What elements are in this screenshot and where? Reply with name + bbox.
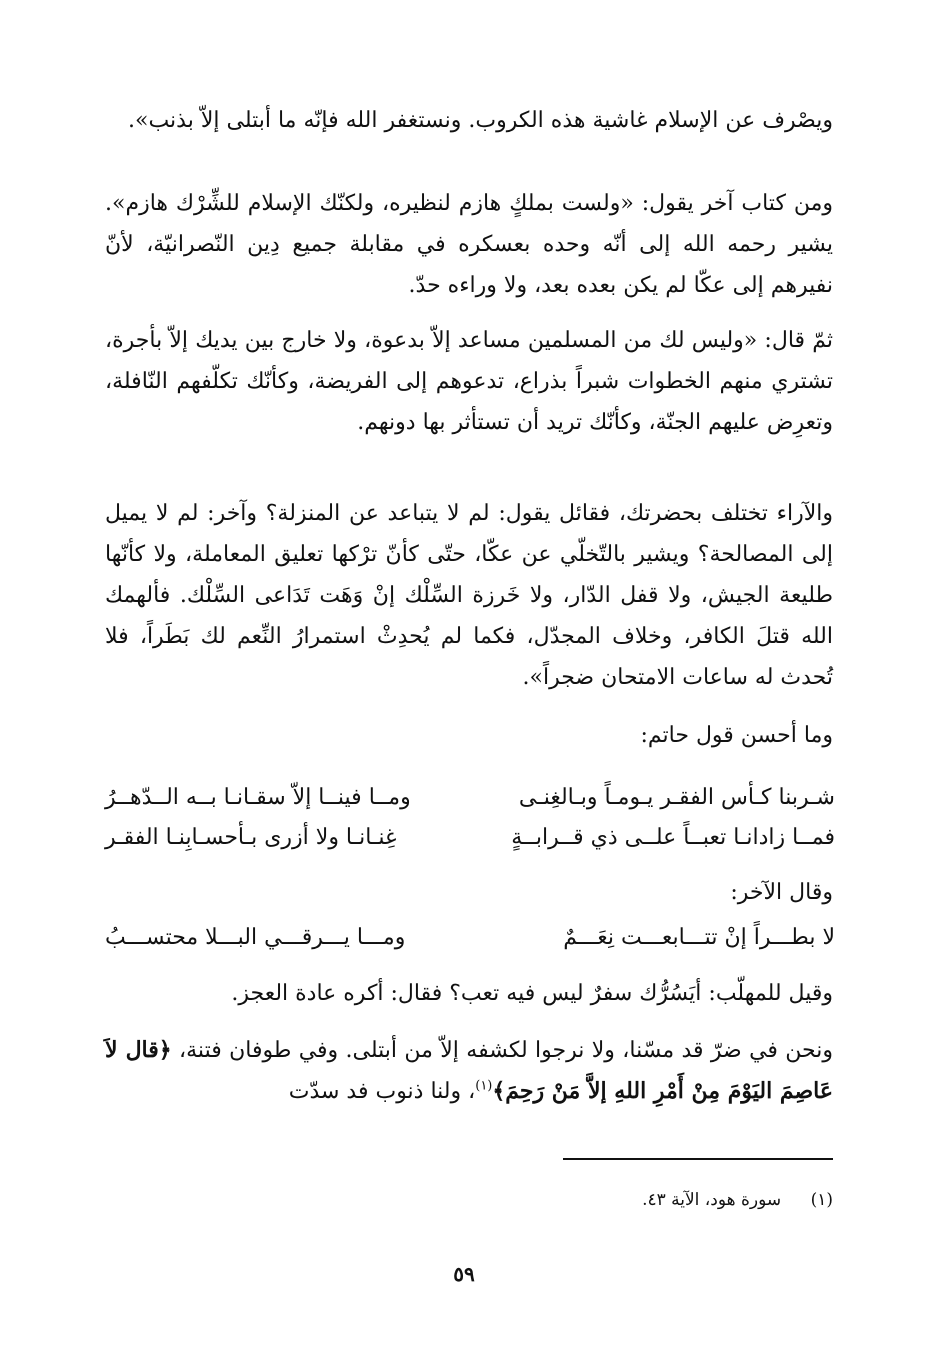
verse-1-first-hemistich: شـربنا كـأس الفقـر يـومـاً وبـالغِنـى [518,785,835,810]
verse-2-second-hemistich: غِنـانـا ولا أزرى بـأحسـابِنـا الفقـر [105,825,397,850]
footnote-text: سورة هود، الآية ٤٣. [642,1190,782,1210]
paragraph-7-text-after: ، ولنا ذنوب فد سدّت [288,1079,476,1104]
footnote-number: (١) [810,1190,833,1210]
verse-1-second-hemistich: ومــا فينــا إلاّ سقـانـا بــه الــدّهــرُ [105,785,411,810]
paragraph-2: ومن كتاب آخر يقول: «ولست بملكٍ هازم لنظيره، ولكنّك الإسلام للشِّرْك هازم». يشير رحمه الله إلى أنّه وحده بعسكره في مقابلة جميع دِين النّصرانيّة، لأنّ نفيرهم إلى عكّا لم يكن بعده بعد، ولا وراءه حدّ. [105,191,833,298]
verse-2-first-hemistich: فمــا زادانـا تعبــاً علــى ذي قــرابــةٍ [511,825,835,850]
quran-quote: ﴿قال لاَ عَاصِمَ اليَوْمَ مِنْ أَمْرِ اللهِ إلاَّ مَنْ رَحِمَ﴾ [105,1037,833,1104]
verse-intro-akhar: وقال الآخر: [730,880,833,905]
footnote-marker: (١) [475,1078,493,1094]
paragraph-3: ثمّ قال: «وليس لك من المسلمين مساعد إلاّ بدعوة، ولا خارج بين يديك إلاّ بأجرة، تشتري منهم الخطوات شبراً بذراع، تدعوهم إلى الفريضة، وكأنّك تكلّفهم النّافلة، وتعرِض عليهم الجنّة، وكأنّك تريد أن تستأثر بها دونهم. [105,328,833,435]
paragraph-4: والآراء تختلف بحضرتك، فقائل يقول: لم لا يتباعد عن المنزلة؟ وآخر: لم لا يميل إلى المصالحة؟ ويشير بالتّخلّي عن عكّا، حتّى كأنّ ترْكها تعليق المعاملة، ولا كأنّها طليعة الجيش، ولا قفل الدّار، ولا خَرزة السِّلْك إنْ وَهَت تَدَاعى السِّلْك. فألهمك الله قتلَ الكافر، وخلاف المجدّل، فكما لم يُحدِثْ استمرارُ النِّعم لك بَطَراً، فلا تُحدث له ساعات الامتحان ضجراً». [105,501,833,690]
footnote [300,1186,833,1214]
footnote-separator [563,1158,833,1160]
page-number: ٥٩ [453,1262,475,1286]
verse-3-first-hemistich: لا بطـــراً إنْ تتـــابعـــت نِعَـــمٌ [563,925,835,950]
verse-3-second-hemistich: ومـــا يـــرقـــي البـــلا محتســـبُ [105,925,406,950]
paragraph-7 [105,1030,833,1112]
paragraph-7-text-before: ونحن في ضرّ قد مسّنا، ولا نرجوا لكشفه إلاّ من أبتلى. وفي طوفان فتنة، [171,1038,833,1063]
verse-line-1 [105,778,835,818]
paragraph-hatim-intro: وما أحسن قول حاتم: [640,723,833,748]
verse-line-3 [105,918,835,958]
verse-line-2 [105,818,835,858]
paragraph-1: ويصْرف عن الإسلام غاشية هذه الكروب. ونستغفر الله فإنّه ما أبتلى إلاّ بذنب». [128,108,833,133]
paragraph-muhallab: وقيل للمهلّب: أيَسُرُّك سفرٌ ليس فيه تعب؟ فقال: أكره عادة العجز. [231,981,833,1006]
